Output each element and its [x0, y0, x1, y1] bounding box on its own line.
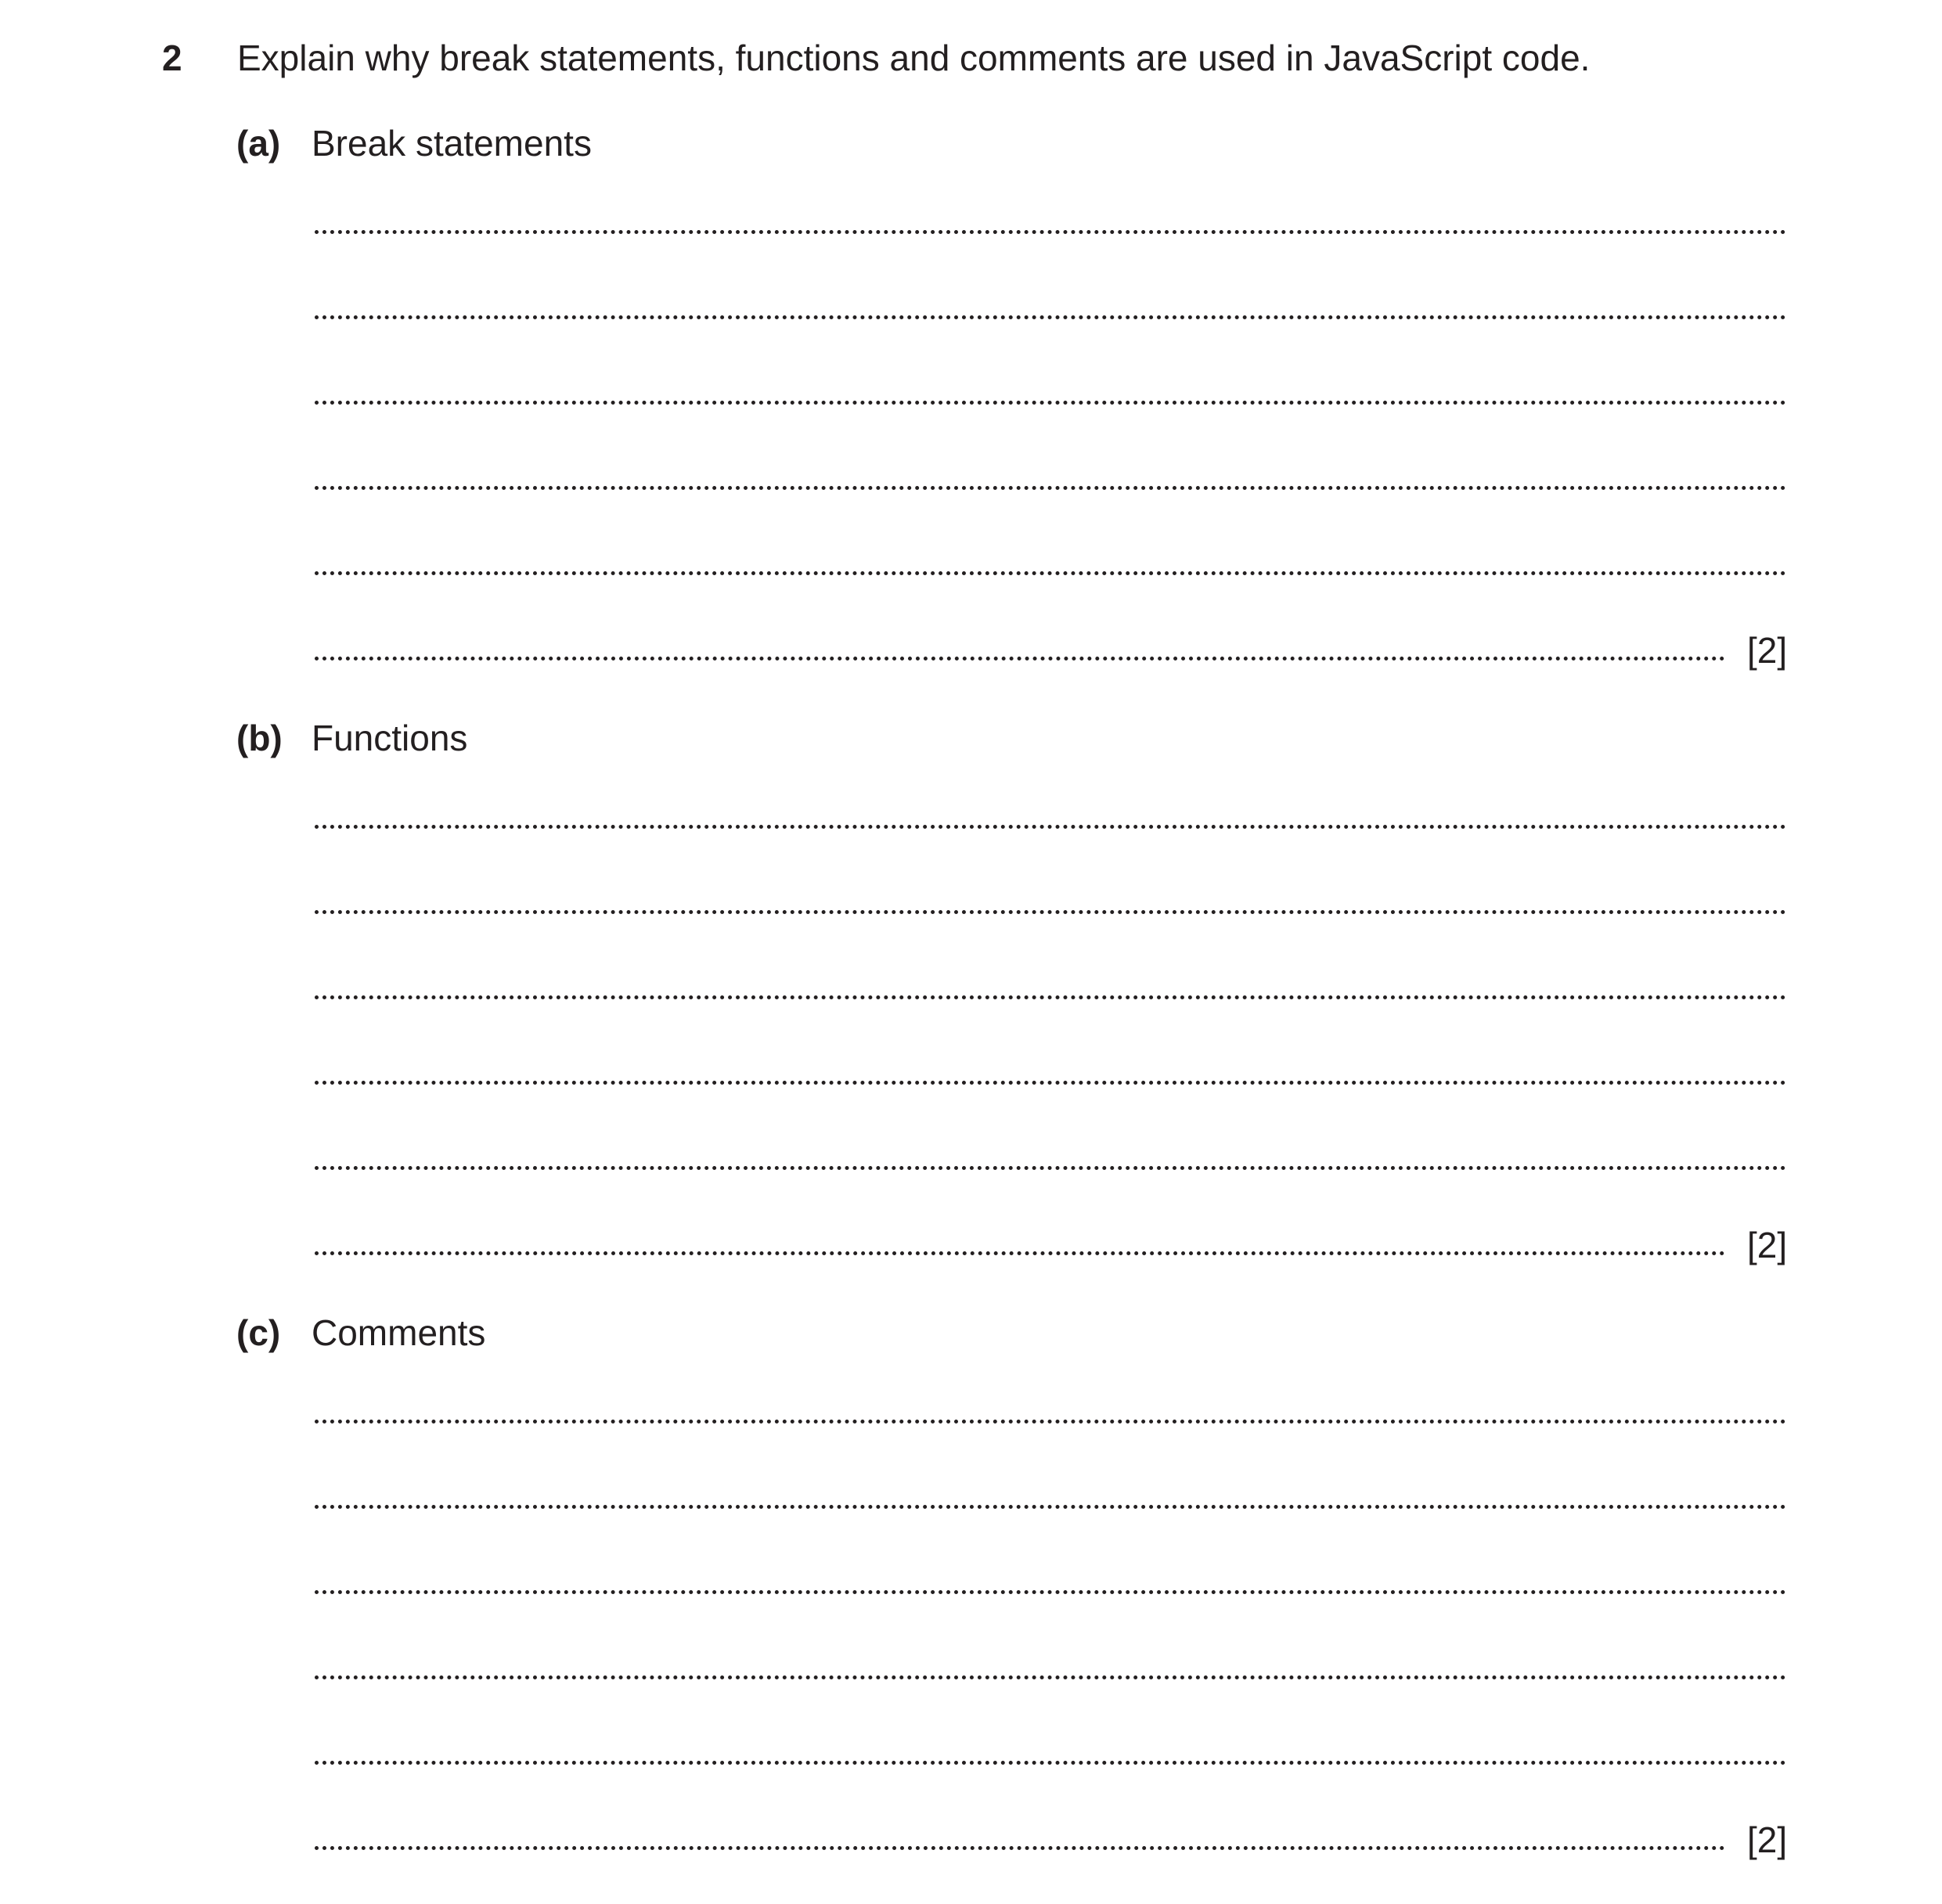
answer-line[interactable]	[315, 1251, 1725, 1255]
answer-line[interactable]	[315, 230, 1786, 234]
answer-line[interactable]	[315, 1420, 1786, 1424]
part-title: Comments	[312, 1312, 486, 1353]
question-stem: Explain why break statements, functions and comments are used in JavaScript code.	[237, 38, 1591, 78]
answer-line[interactable]	[315, 910, 1786, 914]
answer-line[interactable]	[315, 571, 1786, 575]
marks-label: [2]	[1747, 1225, 1788, 1265]
part-letter: (c)	[236, 1312, 281, 1353]
answer-line[interactable]	[315, 1675, 1786, 1679]
question-part-b	[0, 714, 1942, 1309]
part-letter: (a)	[236, 123, 281, 164]
answer-line[interactable]	[315, 995, 1786, 999]
marks-label: [2]	[1747, 1819, 1788, 1860]
marks-label: [2]	[1747, 630, 1788, 671]
answer-line[interactable]	[315, 486, 1786, 490]
answer-line[interactable]	[315, 1081, 1786, 1085]
answer-line[interactable]	[315, 657, 1725, 660]
answer-line[interactable]	[315, 1846, 1725, 1850]
answer-line[interactable]	[315, 1505, 1786, 1509]
answer-line[interactable]	[315, 1166, 1786, 1170]
part-letter: (b)	[236, 718, 283, 758]
answer-line[interactable]	[315, 315, 1786, 319]
answer-line[interactable]	[315, 825, 1786, 829]
part-title: Break statements	[312, 123, 592, 164]
answer-line[interactable]	[315, 1761, 1786, 1765]
answer-line[interactable]	[315, 401, 1786, 405]
part-title: Functions	[312, 718, 468, 758]
question-number: 2	[162, 38, 182, 78]
question-part-a	[0, 120, 1942, 714]
answer-line[interactable]	[315, 1590, 1786, 1594]
question-part-c	[0, 1309, 1942, 1904]
